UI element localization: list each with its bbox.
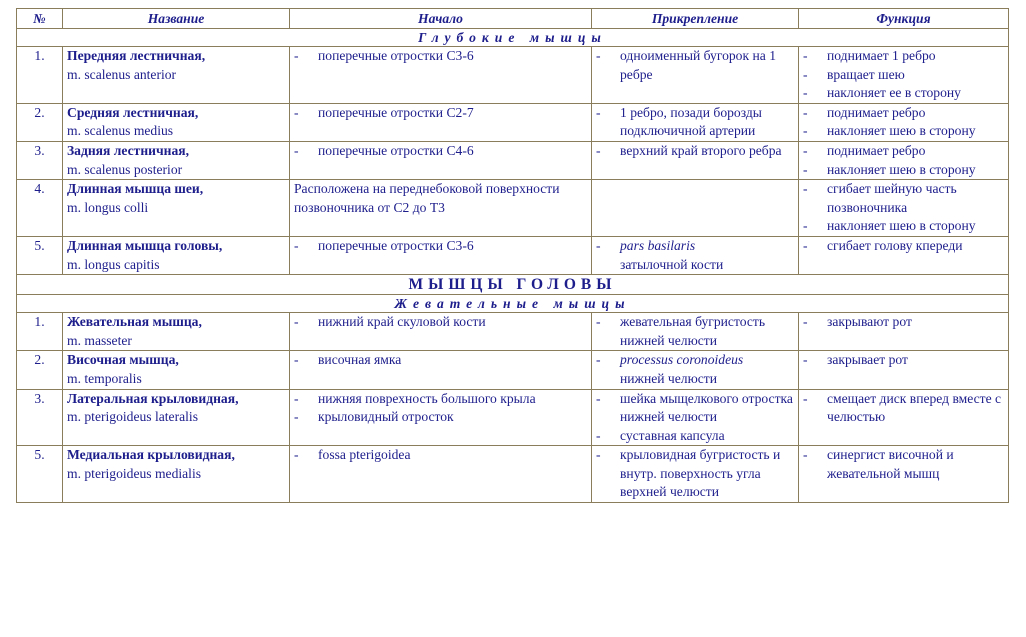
header-attachment: Прикрепление — [592, 9, 799, 29]
attachment-text: затылочной кости — [620, 256, 724, 272]
muscle-name-lat: m. pterigoideus medialis — [67, 465, 202, 481]
origin-cell — [290, 47, 592, 104]
attachment-cell — [592, 446, 799, 503]
function-text: поднимает ребро — [827, 142, 926, 158]
attachment-cell — [592, 351, 799, 389]
origin-cell — [290, 141, 592, 179]
origin-text: височная ямка — [318, 352, 402, 368]
muscle-name-lat: m. longus capitis — [67, 256, 160, 272]
dash: - — [803, 447, 808, 463]
attachment-text: жевательная бугристость нижней челюсти — [620, 314, 766, 348]
muscle-name-ru: Задняя лестничная, — [67, 142, 190, 158]
origin-cell — [290, 351, 592, 389]
attachment-cell — [592, 103, 799, 141]
header-function: Функция — [799, 9, 1009, 29]
dash: - — [294, 352, 299, 368]
row-num: 1. — [17, 47, 63, 104]
dash: - — [596, 48, 601, 63]
table-row — [17, 313, 1009, 351]
function-cell — [799, 236, 1009, 274]
function-text: поднимает 1 ребро — [827, 48, 936, 63]
dash: - — [596, 104, 601, 120]
origin-cell — [290, 389, 592, 446]
function-cell — [799, 389, 1009, 446]
attachment-text: суставная капсула — [620, 427, 725, 443]
attachment-text: одноименный бугорок на 1 ребре — [620, 48, 776, 82]
attachment-cell — [592, 141, 799, 179]
muscle-name-lat: m. scalenus posterior — [67, 161, 183, 177]
muscle-name-cell — [63, 47, 290, 104]
function-cell — [799, 351, 1009, 389]
muscle-name-lat: m. scalenus medius — [67, 123, 174, 139]
muscle-name-ru: Височная мышца, — [67, 352, 179, 368]
function-cell — [799, 446, 1009, 503]
function-text: сгибает шейную часть позвоночника — [827, 181, 957, 215]
dash: - — [803, 66, 808, 82]
table-row — [17, 47, 1009, 104]
dash: - — [294, 104, 299, 120]
dash: - — [803, 390, 808, 406]
function-text: наклоняет ее в сторону — [827, 85, 961, 101]
dash: - — [803, 314, 808, 330]
dash: - — [803, 181, 808, 197]
section-row — [17, 29, 1009, 47]
function-text: наклоняет шею в сторону — [827, 123, 976, 139]
dash: - — [596, 390, 601, 406]
table-row — [17, 446, 1009, 503]
function-cell — [799, 313, 1009, 351]
muscle-name-lat: m. longus colli — [67, 199, 149, 215]
muscle-name-ru: Средняя лестничная, — [67, 104, 199, 120]
row-num: 3. — [17, 389, 63, 446]
function-cell — [799, 141, 1009, 179]
function-text: поднимает ребро — [827, 104, 926, 120]
origin-cell — [290, 313, 592, 351]
dash: - — [596, 352, 601, 368]
dash: - — [803, 237, 808, 253]
dash: - — [803, 48, 808, 63]
attachment-text: нижней челюсти — [620, 370, 717, 386]
dash: - — [596, 427, 601, 443]
dash: - — [803, 123, 808, 139]
function-text: синергист височной и жевательной мышц — [827, 447, 954, 481]
header-row — [17, 9, 1009, 29]
function-cell — [799, 47, 1009, 104]
function-cell — [799, 180, 1009, 237]
header-name: Название — [63, 9, 290, 29]
muscle-table — [16, 8, 1009, 503]
muscle-name-lat: m. masseter — [67, 332, 132, 348]
function-text: сгибает голову кпереди — [827, 237, 963, 253]
attachment-cell — [592, 236, 799, 274]
origin-cell — [290, 180, 592, 237]
dash: - — [596, 237, 601, 253]
dash: - — [596, 142, 601, 158]
section-row — [17, 275, 1009, 295]
section-chewing-muscles: Жевательные мышцы — [17, 295, 1009, 313]
attachment-text: крыловидная бугристость и внутр. поверхность угла верхней челюсти — [620, 447, 781, 500]
section-row — [17, 295, 1009, 313]
row-num: 4. — [17, 180, 63, 237]
dash: - — [294, 314, 299, 330]
muscle-name-ru: Передняя лестничная, — [67, 48, 206, 63]
attachment-cell — [592, 389, 799, 446]
dash: - — [803, 142, 808, 158]
dash: - — [294, 447, 299, 463]
dash: - — [803, 218, 808, 234]
origin-cell — [290, 446, 592, 503]
header-origin: Начало — [290, 9, 592, 29]
row-num: 2. — [17, 103, 63, 141]
table-row — [17, 141, 1009, 179]
attachment-cell — [592, 47, 799, 104]
muscle-name-cell — [63, 103, 290, 141]
muscle-name-cell — [63, 351, 290, 389]
dash: - — [803, 104, 808, 120]
muscle-name-ru: Длинная мышца головы, — [67, 237, 223, 253]
attachment-text: верхний край второго ребра — [620, 142, 782, 158]
table-row — [17, 103, 1009, 141]
function-text: наклоняет шею в сторону — [827, 161, 976, 177]
muscle-name-cell — [63, 236, 290, 274]
origin-text: нижняя поврехность большого крыла — [318, 390, 536, 406]
muscle-name-lat: m. temporalis — [67, 370, 142, 386]
row-num: 1. — [17, 313, 63, 351]
row-num: 5. — [17, 236, 63, 274]
function-text: смещает диск вперед вместе с челюстью — [827, 390, 1002, 425]
origin-text: Расположена на переднебоковой поверхности позвоночника от С2 до Т3 — [294, 181, 560, 215]
row-num: 3. — [17, 141, 63, 179]
table-row — [17, 236, 1009, 274]
attachment-text: шейка мыщелкового отростка нижней челюсти — [620, 390, 793, 425]
attachment-cell — [592, 313, 799, 351]
dash: - — [596, 314, 601, 330]
origin-text: крыловидный отросток — [318, 409, 454, 425]
muscle-name-cell — [63, 389, 290, 446]
attachment-text-italic: processus coronoideus — [620, 352, 744, 368]
muscle-name-ru: Жевательная мышца, — [67, 314, 202, 330]
dash: - — [294, 390, 299, 406]
dash: - — [294, 142, 299, 158]
muscle-name-ru: Длинная мышца шеи, — [67, 181, 204, 197]
muscle-name-cell — [63, 446, 290, 503]
section-deep-muscles: Глубокие мышцы — [17, 29, 1009, 47]
attachment-text: 1 ребро, позади борозды подключичной артерии — [620, 104, 762, 139]
section-head-muscles: МЫШЦЫ ГОЛОВЫ — [17, 275, 1009, 295]
origin-cell — [290, 103, 592, 141]
dash: - — [803, 161, 808, 177]
attachment-text-italic: pars basilaris — [620, 237, 696, 253]
origin-text: поперечные отростки С3-6 — [318, 48, 474, 63]
table-row — [17, 351, 1009, 389]
function-text: наклоняет шею в сторону — [827, 218, 976, 234]
muscle-name-ru: Латеральная крыловидная, — [67, 390, 239, 406]
origin-text: поперечные отростки С3-6 — [318, 237, 474, 253]
muscle-name-cell — [63, 141, 290, 179]
function-text: вращает шею — [827, 66, 905, 82]
dash: - — [803, 85, 808, 101]
row-num: 2. — [17, 351, 63, 389]
muscle-name-cell — [63, 180, 290, 237]
attachment-cell — [592, 180, 799, 237]
origin-text: fossa pterigoidea — [318, 447, 411, 463]
header-num: № — [17, 9, 63, 29]
origin-cell — [290, 236, 592, 274]
table-row — [17, 180, 1009, 237]
function-text: закрывают рот — [827, 314, 912, 330]
table-row — [17, 389, 1009, 446]
function-cell — [799, 103, 1009, 141]
function-text: закрывает рот — [827, 352, 908, 368]
origin-text: поперечные отростки С4-6 — [318, 142, 474, 158]
row-num: 5. — [17, 446, 63, 503]
dash: - — [294, 48, 299, 63]
dash: - — [803, 352, 808, 368]
dash: - — [294, 237, 299, 253]
origin-text: поперечные отростки С2-7 — [318, 104, 474, 120]
origin-text: нижний край скуловой кости — [318, 314, 486, 330]
muscle-name-ru: Медиальная крыловидная, — [67, 447, 235, 463]
muscle-name-lat: m. scalenus anterior — [67, 66, 177, 82]
dash: - — [596, 447, 601, 463]
dash: - — [294, 409, 299, 425]
muscle-name-cell — [63, 313, 290, 351]
muscle-name-lat: m. pterigoideus lateralis — [67, 409, 198, 425]
